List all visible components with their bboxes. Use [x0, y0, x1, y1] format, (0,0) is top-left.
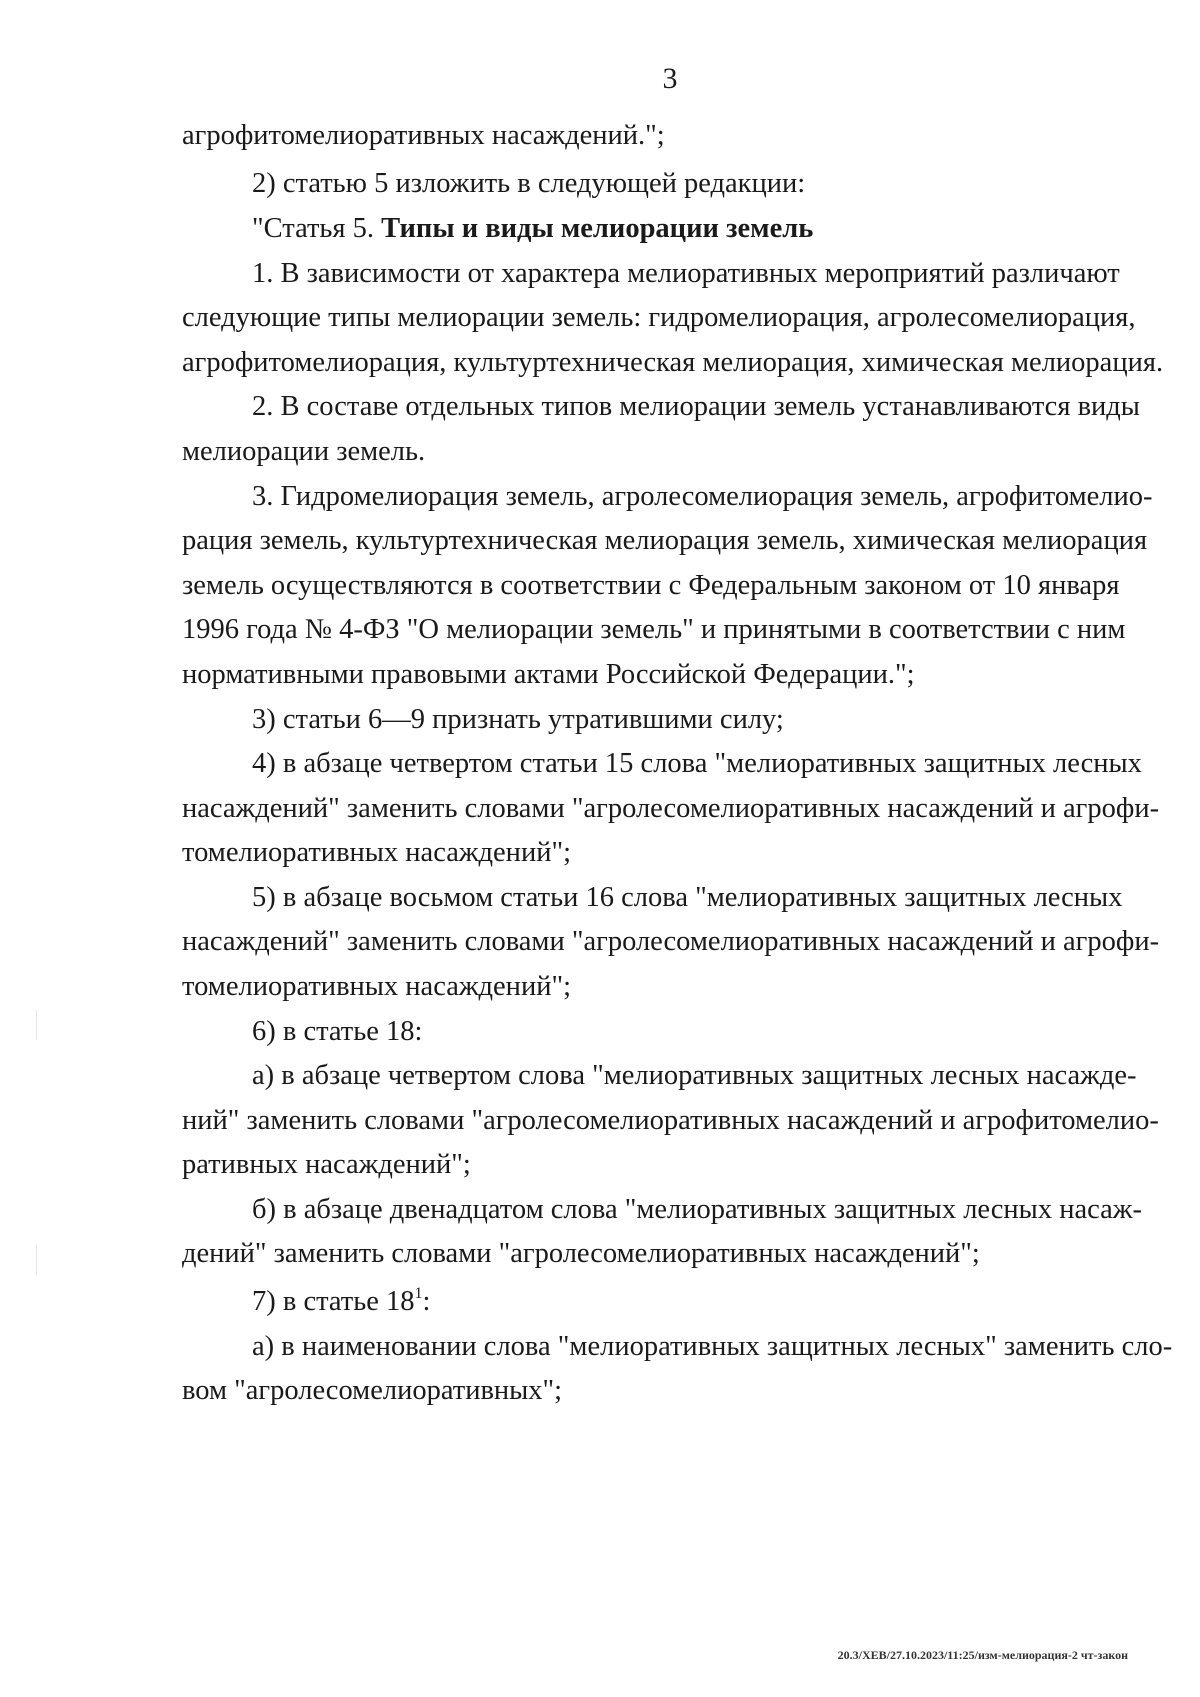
text-line: 3) статьи 6—9 признать утратившими силу;	[252, 704, 784, 735]
text-line: следующие типы мелиорации земель: гидромелиорация, агролесомелиорация,	[182, 302, 1136, 333]
text-line: 1996 года № 4-ФЗ "О мелиорации земель" и принятыми в соответствии с ним	[182, 614, 1126, 645]
article-heading	[252, 213, 1070, 245]
text-line: насаждений" заменить словами "агролесомелиоративных насаждений и агрофи-	[182, 793, 1160, 824]
text-line: б) в абзаце двенадцатом слова "мелиоративных защитных лесных насаж-	[252, 1194, 1142, 1225]
article-heading-title: Типы и виды мелиорации земель	[381, 213, 814, 244]
document-footer-stamp: 20.3/ХЕВ/27.10.2023/11:25/изм-мелиорация-2 чт-закон	[837, 1648, 1128, 1662]
text-line: земель осуществляются в соответствии с Федеральным законом от 10 января	[182, 570, 1120, 601]
superscript: 1	[414, 1285, 423, 1302]
text-line: агрофитомелиоративных насаждений.";	[182, 120, 665, 151]
scan-edge-mark	[36, 1245, 37, 1275]
text-line: насаждений" заменить словами "агролесомелиоративных насаждений и агрофи-	[182, 926, 1160, 957]
text-line: томелиоративных насаждений";	[182, 971, 571, 1002]
text-line: 1. В зависимости от характера мелиоративных мероприятий различают	[252, 258, 1120, 289]
text-line: вом "агролесомелиоративных";	[182, 1375, 563, 1406]
text-line: а) в абзаце четвертом слова "мелиоративных защитных лесных насажде-	[252, 1060, 1137, 1091]
article-heading-prefix: "Статья 5.	[252, 213, 382, 244]
text-line: рация земель, культуртехническая мелиорация земель, химическая мелиорация	[182, 525, 1148, 556]
text-line: 2. В составе отдельных типов мелиорации земель устанавливаются виды	[252, 391, 1140, 422]
text-line: 3. Гидромелиорация земель, агролесомелиорация земель, агрофитомелио-	[252, 481, 1153, 512]
text-line: ний" заменить словами "агролесомелиоративных насаждений и агрофитомелио-	[182, 1105, 1159, 1136]
text-line: томелиоративных насаждений";	[182, 837, 571, 868]
text-line: 2) статью 5 изложить в следующей редакции:	[252, 168, 806, 199]
article-ref: 7) в статье 18	[252, 1286, 415, 1317]
text-line	[252, 1286, 1070, 1318]
punctuation: :	[422, 1286, 431, 1317]
text-line: 4) в абзаце четвертом статьи 15 слова "мелиоративных защитных лесных	[252, 748, 1142, 779]
scan-edge-mark	[36, 1010, 37, 1040]
page-number: 3	[662, 62, 678, 95]
text-line: мелиорации земель.	[182, 436, 426, 467]
text-line: дений" заменить словами "агролесомелиоративных насаждений";	[182, 1238, 980, 1269]
text-line: ративных насаждений";	[182, 1149, 471, 1180]
text-line: 5) в абзаце восьмом статьи 16 слова "мелиоративных защитных лесных	[252, 882, 1123, 913]
text-line: а) в наименовании слова "мелиоративных защитных лесных" заменить сло-	[252, 1331, 1173, 1362]
text-line: агрофитомелиорация, культуртехническая мелиорация, химическая мелиорация.	[182, 347, 1164, 378]
text-line: нормативными правовыми актами Российской Федерации.";	[182, 659, 915, 690]
text-line: 6) в статье 18:	[252, 1016, 423, 1047]
